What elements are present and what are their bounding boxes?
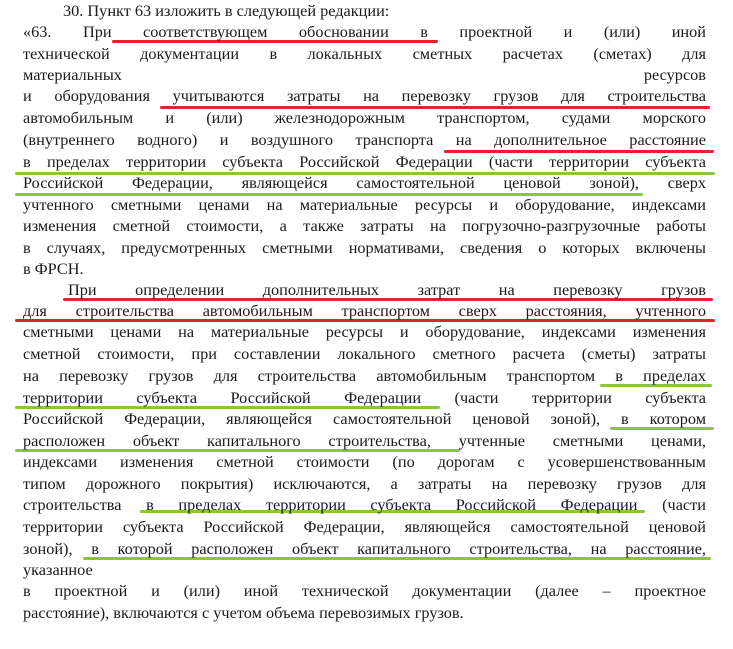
text-line: Российской Федерации, являющейся самостоятельной ценовой зоной), в котором <box>23 409 706 428</box>
text-line: в случаях, предусмотренных сметными нормативами, сведения о которых включены <box>23 238 706 257</box>
text-line: изменения сметной стоимости, а также затраты на погрузочно-разгрузочные работы <box>23 216 706 235</box>
text-line: При определении дополнительных затрат на перевозку грузов <box>68 280 706 299</box>
text-line: технической документации в локальных сметных расчетах (сметах) для <box>23 44 706 63</box>
text-line: автомобильным и (или) железнодорожным транспортом, судами морского <box>23 108 706 127</box>
text-line: типом дорожного покрытия) исключаются, а затраты на перевозку грузов для <box>23 474 706 493</box>
text-line: и оборудования учитываются затраты на перевозку грузов для строительства <box>23 86 706 105</box>
text-line: строительства в пределах территории субъекта Российской Федерации (части <box>23 495 706 514</box>
text-line: зоной), в которой расположен объект капитального строительства, на расстояние, <box>23 539 706 558</box>
text-line: сметной стоимости, при составлении локального сметного расчета (сметы) затраты <box>23 344 706 363</box>
text-line: «63. При соответствующем обосновании в проектной и (или) иной <box>23 22 706 41</box>
text-line: материальных <box>23 65 122 84</box>
text-line: учтенного сметными ценами на материальные ресурсы и оборудование, индексами <box>23 195 706 214</box>
text-line: Российской Федерации, являющейся самостоятельной ценовой зоной), сверх <box>23 173 706 192</box>
text-line: в пределах территории субъекта Российской Федерации (части территории субъекта <box>23 152 706 171</box>
text-line: для строительства автомобильным транспортом сверх расстояния, учтенного <box>23 301 706 320</box>
text-line: сметными ценами на материальные ресурсы и оборудование, индексами изменения <box>23 322 706 341</box>
text-line: в ФРСН. <box>23 259 84 278</box>
text-line: расстояние), включаются с учетом объема перевозимых грузов. <box>23 603 464 622</box>
text-line: территории субъекта Российской Федерации (части территории субъекта <box>23 388 706 407</box>
text-line: индексами изменения сметной стоимости (по дорогам с усовершенствованным <box>23 452 706 471</box>
text-line: указанное <box>23 560 93 579</box>
text-line: в проектной и (или) иной технической документации (далее – проектное <box>23 581 706 600</box>
text-line: ресурсов <box>643 65 706 84</box>
text-line: (внутреннего водного) и воздушного транспорта на дополнительное расстояние <box>23 130 706 149</box>
clause-heading: 30. Пункт 63 изложить в следующей редакции: <box>63 1 390 20</box>
text-line: расположен объект капитального строительства, учтенные сметными ценами, <box>23 431 706 450</box>
text-line: территории субъекта Российской Федерации, являющейся самостоятельной ценовой <box>23 517 706 536</box>
text-line: на перевозку грузов для строительства автомобильным транспортом в пределах <box>23 366 706 385</box>
